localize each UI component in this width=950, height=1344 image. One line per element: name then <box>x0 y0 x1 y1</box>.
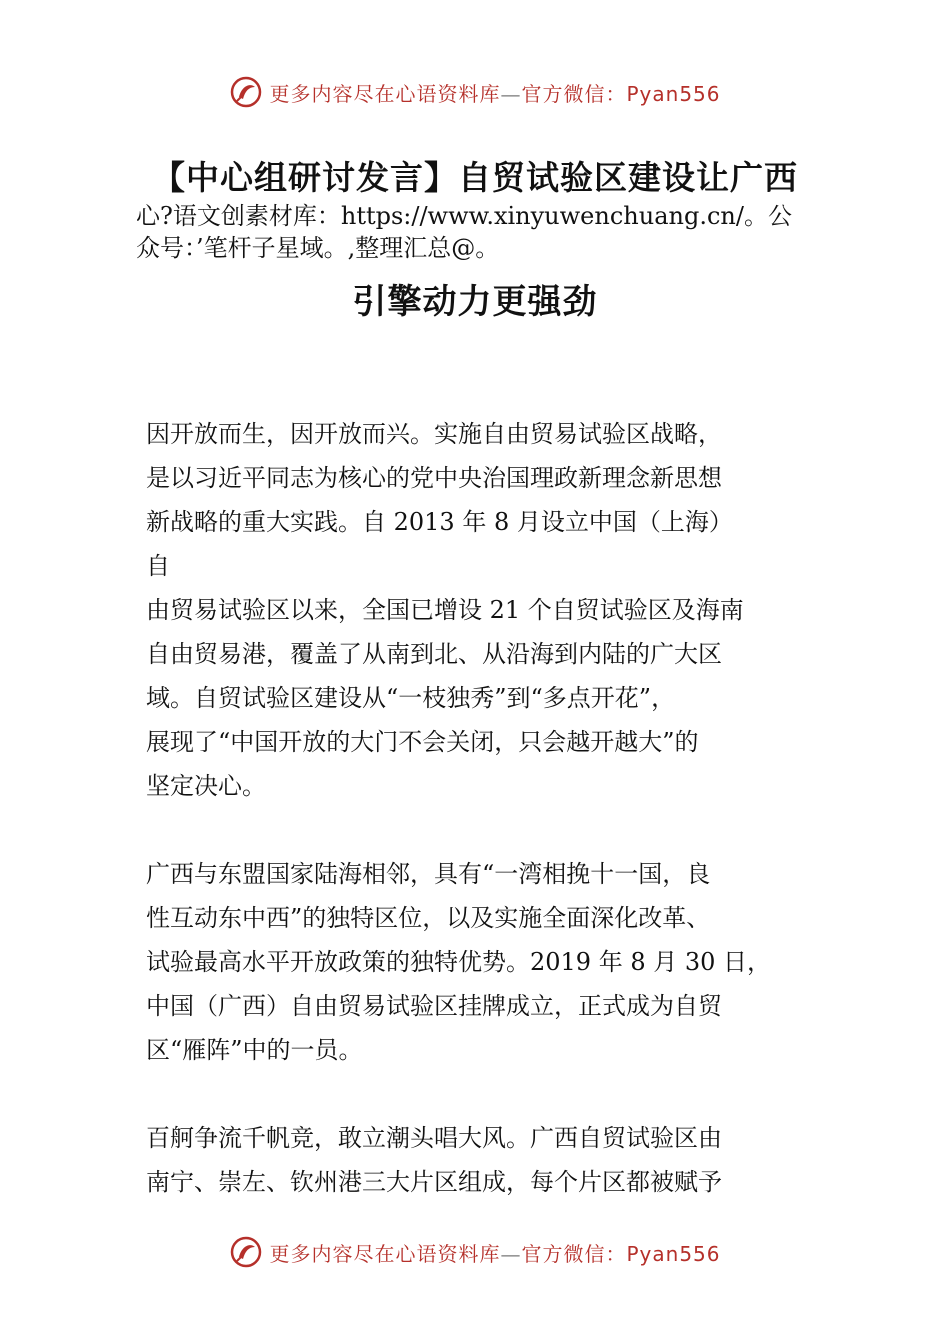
text-line: 中国（广西）自由贸易试验区挂牌成立，正式成为自贸 <box>146 992 722 1020</box>
source-line: 众号：’笔杆子星域。,整理汇总@。 <box>136 234 500 262</box>
text-line: 百舸争流千帆竞，敢立潮头唱大风。广西自贸试验区由 <box>146 1124 722 1152</box>
text-line: 展现了“中国开放的大门不会关闭，只会越开越大”的 <box>146 728 699 756</box>
text-line: 由贸易试验区以来，全国已增设 21 个自贸试验区及海南 <box>146 596 744 624</box>
paragraph-3 <box>146 1116 836 1204</box>
text-line: 自 <box>146 552 170 580</box>
text-line: 自由贸易港，覆盖了从南到北、从沿海到内陆的广大区 <box>146 640 722 668</box>
banner-wechat-id: Pyan556 <box>626 81 721 106</box>
text-line: 广西与东盟国家陆海相邻，具有“一湾相挽十一国，良 <box>146 860 711 888</box>
brand-logo-icon <box>229 75 263 109</box>
paragraph-2 <box>146 852 836 1072</box>
text-line: 域。自贸试验区建设从“一枝独秀”到“多点开花”， <box>146 684 676 712</box>
brand-logo-icon <box>229 1235 263 1269</box>
banner-separator: — <box>500 81 522 106</box>
source-line: 心?语文创素材库：https://www.xinyuwenchuang.cn/。公 <box>136 202 792 230</box>
banner-label: 更多内容尽在心语资料库 <box>269 81 501 106</box>
text-line: 坚定决心。 <box>146 772 266 800</box>
document-subtitle: 引擎动力更强劲 <box>352 282 598 322</box>
text-line: 区“雁阵”中的一员。 <box>146 1036 363 1064</box>
document-title: 【中心组研讨发言】自贸试验区建设让广西 <box>152 158 798 197</box>
banner-wechat-id: Pyan556 <box>626 1241 721 1266</box>
text-line: 性互动东中西”的独特区位，以及实施全面深化改革、 <box>146 904 711 932</box>
text-line: 试验最高水平开放政策的独特优势。2019 年 8 月 30 日， <box>146 948 772 976</box>
banner-label: 更多内容尽在心语资料库 <box>269 1241 501 1266</box>
source-note <box>136 200 836 264</box>
footer-banner <box>0 1232 950 1272</box>
banner-separator: — <box>500 1241 522 1266</box>
banner-wechat-label: 官方微信： <box>521 1241 627 1266</box>
document-body <box>146 412 836 1248</box>
text-line: 南宁、崇左、钦州港三大片区组成，每个片区都被赋予 <box>146 1168 722 1196</box>
paragraph-1 <box>146 412 836 808</box>
header-banner <box>0 72 950 112</box>
text-line: 是以习近平同志为核心的党中央治国理政新理念新思想 <box>146 464 722 492</box>
text-line: 因开放而生，因开放而兴。实施自由贸易试验区战略， <box>146 420 722 448</box>
text-line: 新战略的重大实践。自 2013 年 8 月设立中国（上海） <box>146 508 733 536</box>
banner-wechat-label: 官方微信： <box>521 81 627 106</box>
